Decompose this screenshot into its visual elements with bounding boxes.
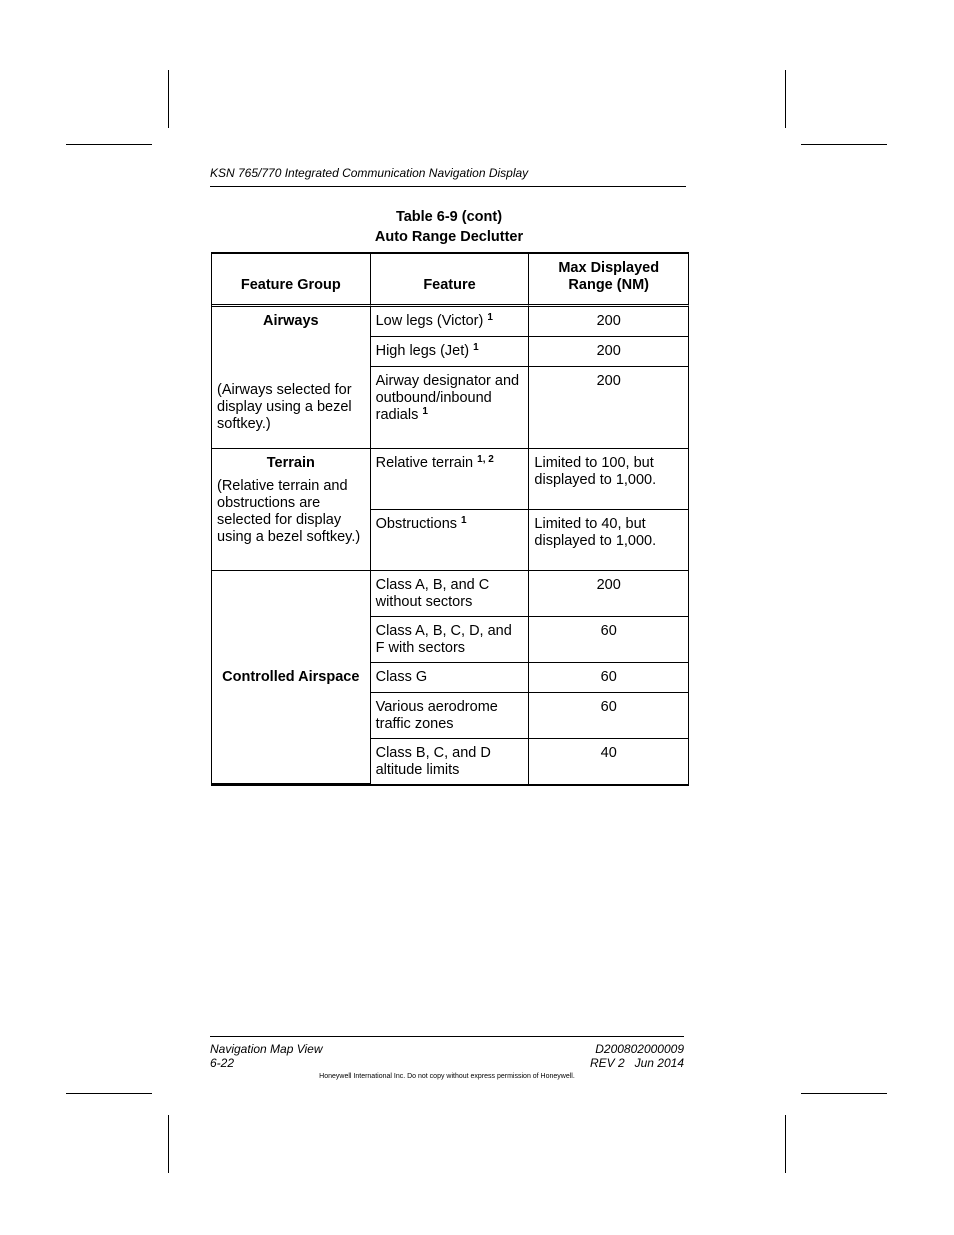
crop-mark	[785, 1115, 786, 1173]
feature-cell: Low legs (Victor) $^1$	[371, 307, 530, 337]
doc-number: D200802000009	[595, 1042, 684, 1056]
group-title: Airways	[262, 313, 319, 329]
range-cell: Limited to 100, but displayed to 1,000.	[529, 449, 689, 510]
range-cell: 200	[529, 307, 689, 337]
crop-mark	[801, 1093, 887, 1094]
group-cell-airways	[212, 307, 371, 449]
crop-mark	[66, 144, 152, 145]
running-footer	[210, 1036, 684, 1070]
header-max-range: Max Displayed Range (NM)	[529, 254, 689, 307]
table-title: Auto Range Declutter	[374, 229, 524, 245]
header-feature-group: Feature Group	[212, 254, 371, 307]
table-row	[212, 571, 689, 617]
range-cell: 60	[529, 663, 689, 693]
feature-cell: Various aerodrome traffic zones	[371, 693, 530, 739]
range-cell: 40	[529, 739, 689, 784]
feature-cell: Class A, B, C, D, and F with sectors	[371, 617, 530, 663]
copyright-notice: Honeywell International Inc. Do not copy without express permission of Honeywell.	[319, 1073, 575, 1080]
revision: REV 2 Jun 2014	[589, 1056, 684, 1070]
range-cell: 200	[529, 337, 689, 367]
header-row	[212, 254, 689, 307]
table-number: Table 6-9 (cont)	[395, 209, 503, 225]
group-title: Terrain	[266, 455, 315, 471]
feature-cell: High legs (Jet) $^1$	[371, 337, 530, 367]
footer-section: Navigation Map View	[210, 1042, 323, 1056]
crop-mark	[66, 1093, 152, 1094]
range-cell: Limited to 40, but displayed to 1,000.	[529, 510, 689, 571]
group-cell-terrain	[212, 449, 371, 571]
range-cell: 60	[529, 617, 689, 663]
feature-cell: Class G	[371, 663, 530, 693]
feature-cell: Class B, C, and D altitude limits	[371, 739, 530, 784]
table-caption	[210, 207, 688, 247]
header-feature: Feature	[371, 254, 530, 307]
range-cell: 60	[529, 693, 689, 739]
page-number: 6-22	[210, 1056, 235, 1070]
feature-cell: Obstructions $^1$	[371, 510, 530, 571]
crop-mark	[801, 144, 887, 145]
group-cell-controlled-airspace: Controlled Airspace	[212, 571, 371, 784]
running-header: KSN 765/770 Integrated Communication Navigation Display	[210, 166, 686, 187]
feature-cell: Relative terrain $^{1, 2}$	[371, 449, 530, 510]
auto-range-declutter-table	[211, 252, 689, 786]
range-cell: 200	[529, 367, 689, 449]
group-note: (Airways selected for display using a bezel softkey.)	[217, 382, 352, 432]
feature-cell: Class A, B, and C without sectors	[371, 571, 530, 617]
feature-cell: Airway designator and outbound/inbound radials $^1$	[371, 367, 530, 449]
crop-mark	[168, 1115, 169, 1173]
group-note: (Relative terrain and obstructions are selected for display using a bezel softkey.)	[217, 478, 361, 545]
crop-mark	[168, 70, 169, 128]
crop-mark	[785, 70, 786, 128]
table-row	[212, 449, 689, 510]
table-row	[212, 307, 689, 337]
range-cell: 200	[529, 571, 689, 617]
